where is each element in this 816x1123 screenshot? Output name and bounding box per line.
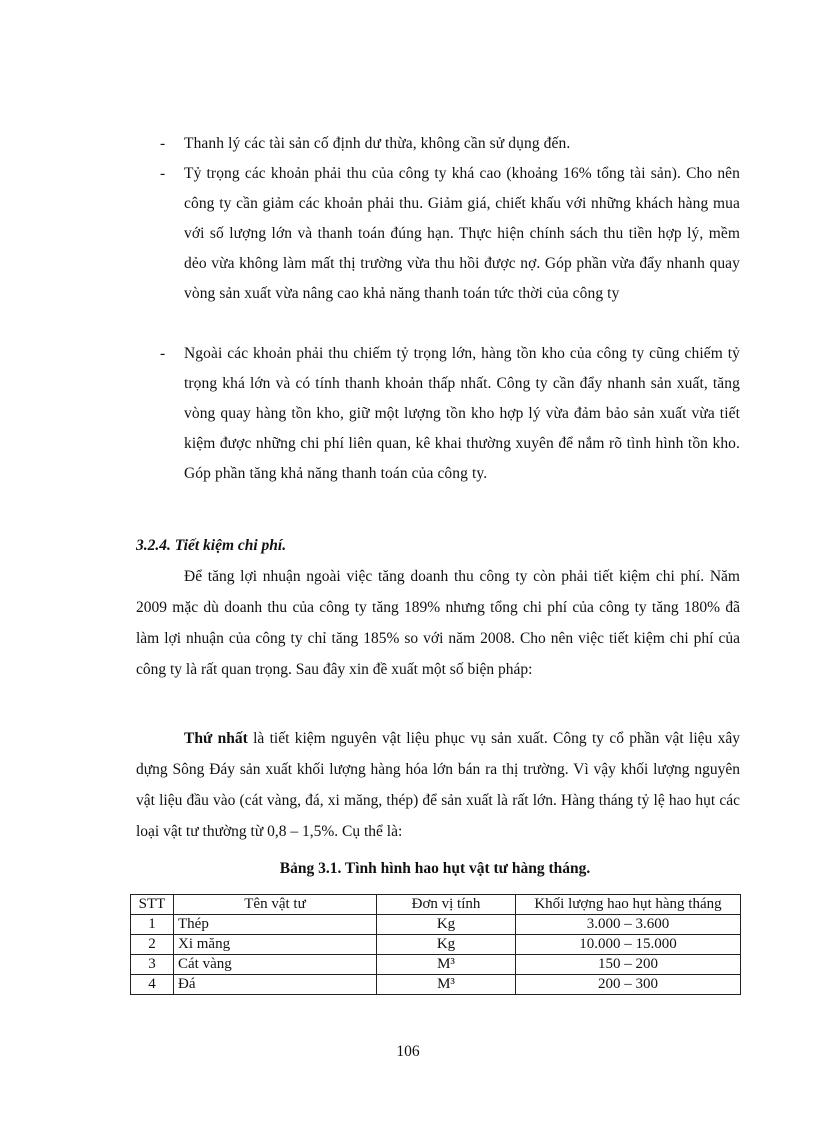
column-header: Tên vật tư [174,895,377,915]
table-cell: 3.000 – 3.600 [516,915,741,935]
emphasis-lead: Thứ nhất [184,730,248,747]
page-number: 106 [396,1043,420,1060]
bullet-text: Ngoài các khoản phải thu chiếm tỷ trọng lớn, hàng tồn kho của công ty cũng chiếm tỷ trọng khá lớn và có tính thanh khoản thấp nhất. Công ty cần đẩy nhanh sản xuất, tăng vòng quay hàng tồn kho, giữ một lượng tồn kho hợp lý vừa đảm bảo sản xuất vừa tiết kiệm được những chi phí liên quan, kê khai thường xuyên để nắm rõ tình hình tồn kho. Góp phần tăng khả năng thanh toán của công ty. [184,345,740,482]
table-cell: M³ [377,955,516,975]
table-row [131,935,741,955]
table-cell: Thép [174,915,377,935]
bullet-text: Tỷ trọng các khoản phải thu của công ty khá cao (khoảng 16% tổng tài sản). Cho nên công ty cần giảm các khoản phải thu. Giảm giá, chiết khấu với những khách hàng mua với số lượng lớn và thanh toán đúng hạn. Thực hiện chính sách thu tiền hợp lý, mềm dẻo vừa không làm mất thị trường vừa thu hồi được nợ. Góp phần vừa đẩy nhanh quay vòng sản xuất vừa nâng cao khả năng thanh toán tức thời của công ty [184,165,740,302]
table-cell: Kg [377,915,516,935]
table-cell: 4 [131,975,174,995]
bullet-item [160,339,740,489]
table-cell: Xi măng [174,935,377,955]
table-cell: Kg [377,935,516,955]
table-cell: M³ [377,975,516,995]
body-paragraph [136,723,740,847]
table-row [131,915,741,935]
bullet-item [160,129,740,159]
bullet-text: Thanh lý các tài sản cố định dư thừa, không cần sử dụng đến. [184,135,571,152]
column-header: Khối lượng hao hụt hàng tháng [516,895,741,915]
column-header: STT [131,895,174,915]
body-paragraph: Để tăng lợi nhuận ngoài việc tăng doanh thu công ty còn phải tiết kiệm chi phí. Năm 2009 mặc dù doanh thu của công ty tăng 189% nhưng tổng chi phí của công ty tăng 180% đã làm lợi nhuận của công ty chỉ tăng 185% so với năm 2008. Cho nên việc tiết kiệm chi phí của công ty là rất quan trọng. Sau đây xin đề xuất một số biện pháp: [136,568,740,678]
table-cell: 3 [131,955,174,975]
bullet-dash: - [160,135,166,152]
table-row [131,955,741,975]
paragraph-text: là tiết kiệm nguyên vật liệu phục vụ sản xuất. Công ty cổ phần vật liệu xây dựng Sông Đáy sản xuất khối lượng hàng hóa lớn bán ra thị trường. Vì vậy khối lượng nguyên vật liệu đầu vào (cát vàng, đá, xi măng, thép) để sản xuất là rất lớn. Hàng tháng tỷ lệ hao hụt các loại vật tư thường từ 0,8 – 1,5%. Cụ thể là: [136,730,740,840]
section-heading: 3.2.4. Tiết kiệm chi phí. [136,537,287,554]
table-cell: 1 [131,915,174,935]
table-caption: Bảng 3.1. Tình hình hao hụt vật tư hàng tháng. [279,860,591,877]
bullet-item [160,159,740,309]
bullet-dash: - [160,165,166,182]
table-cell: 10.000 – 15.000 [516,935,741,955]
column-header: Đơn vị tính [377,895,516,915]
table-header-row [131,895,741,915]
table-cell: 200 – 300 [516,975,741,995]
bullet-dash: - [160,345,166,362]
table-row [131,975,741,995]
table-cell: Đá [174,975,377,995]
materials-loss-table [130,894,741,995]
table-cell: 2 [131,935,174,955]
table-cell: 150 – 200 [516,955,741,975]
table-cell: Cát vàng [174,955,377,975]
